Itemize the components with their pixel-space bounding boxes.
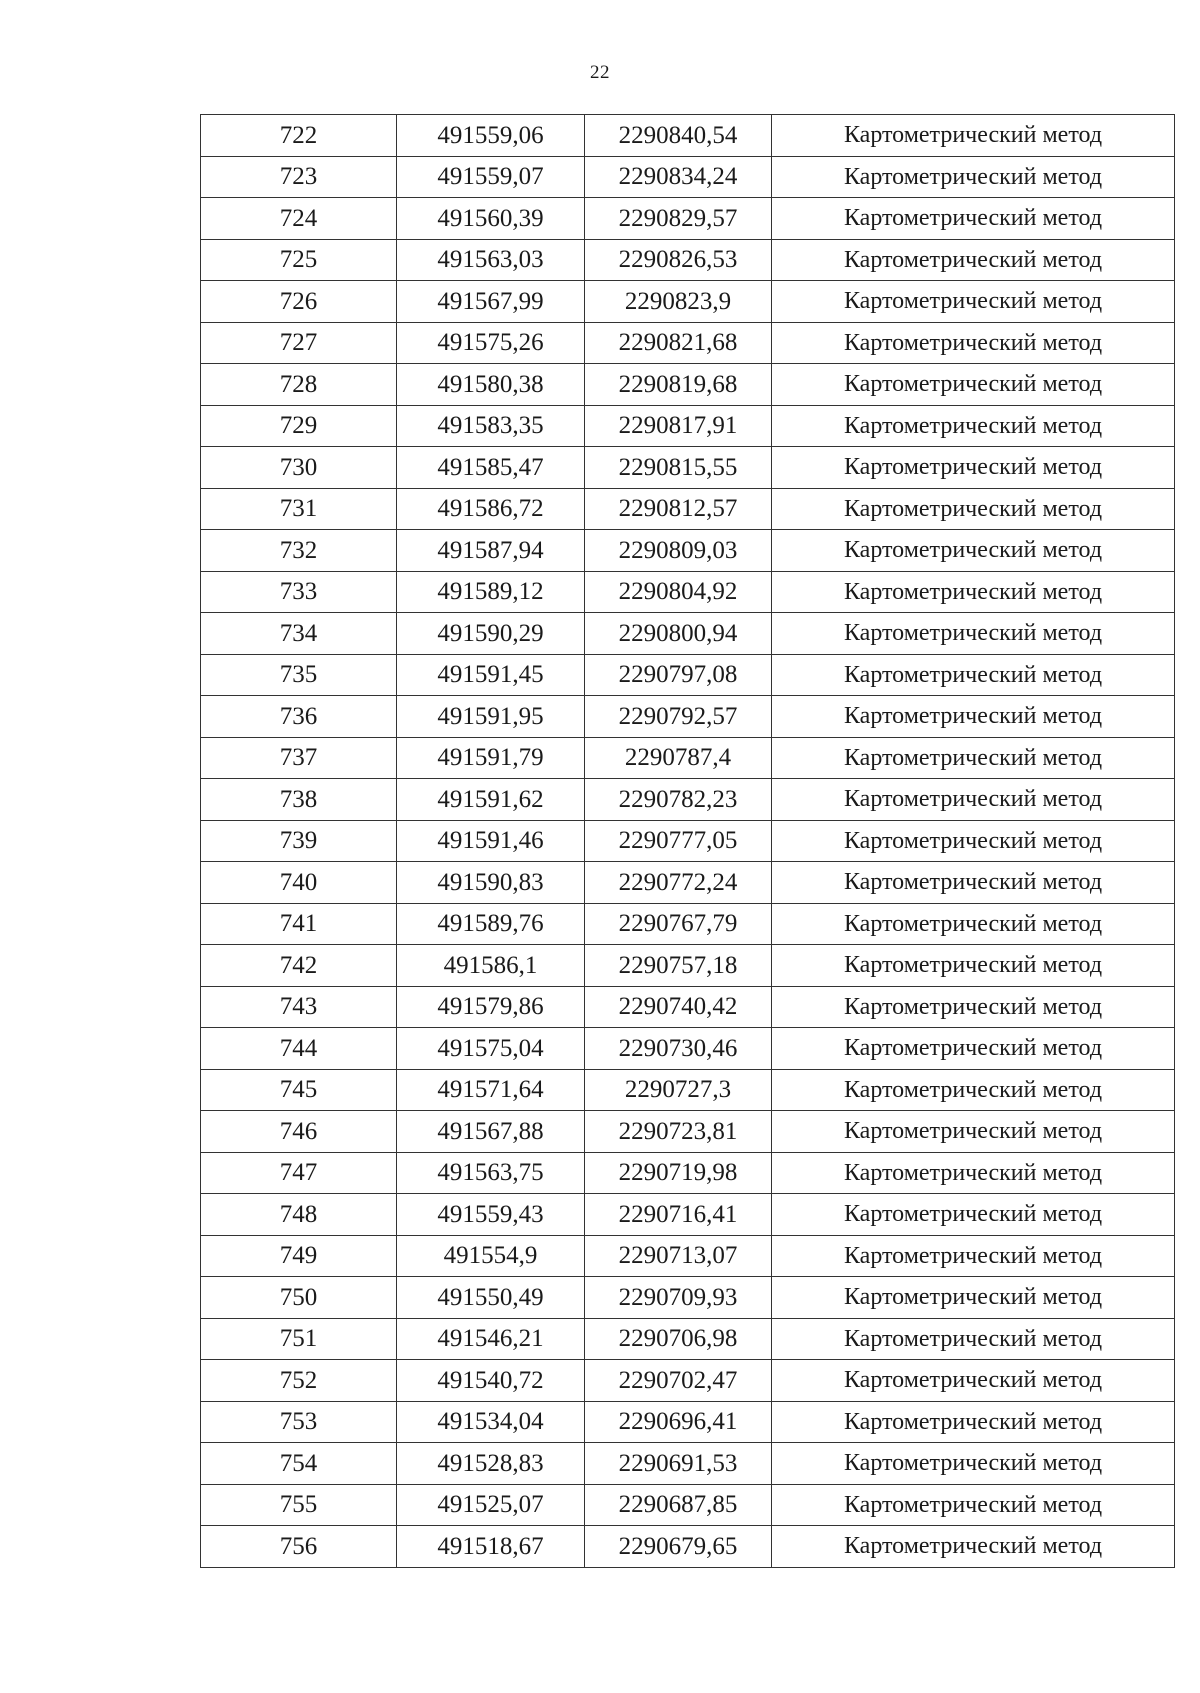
point-number-cell: 746 xyxy=(201,1111,397,1153)
x-coordinate-cell: 491591,62 xyxy=(397,779,585,821)
x-coordinate-cell: 491534,04 xyxy=(397,1401,585,1443)
x-coordinate-cell: 491589,76 xyxy=(397,903,585,945)
x-coordinate-cell: 491587,94 xyxy=(397,530,585,572)
table-row xyxy=(201,364,1175,406)
point-number-cell: 726 xyxy=(201,281,397,323)
point-number-cell: 743 xyxy=(201,986,397,1028)
point-number-cell: 742 xyxy=(201,945,397,987)
table-row xyxy=(201,1194,1175,1236)
y-coordinate-cell: 2290691,53 xyxy=(585,1443,772,1485)
point-number-cell: 723 xyxy=(201,156,397,198)
point-number-cell: 724 xyxy=(201,198,397,240)
x-coordinate-cell: 491590,83 xyxy=(397,862,585,904)
point-number-cell: 736 xyxy=(201,696,397,738)
point-number-cell: 749 xyxy=(201,1235,397,1277)
method-cell: Картометрический метод xyxy=(772,820,1175,862)
page-number: 22 xyxy=(590,62,610,83)
y-coordinate-cell: 2290777,05 xyxy=(585,820,772,862)
point-number-cell: 754 xyxy=(201,1443,397,1485)
y-coordinate-cell: 2290696,41 xyxy=(585,1401,772,1443)
x-coordinate-cell: 491563,03 xyxy=(397,239,585,281)
table-row xyxy=(201,281,1175,323)
x-coordinate-cell: 491559,07 xyxy=(397,156,585,198)
table-row xyxy=(201,405,1175,447)
point-number-cell: 744 xyxy=(201,1028,397,1070)
y-coordinate-cell: 2290679,65 xyxy=(585,1526,772,1568)
x-coordinate-cell: 491580,38 xyxy=(397,364,585,406)
table-row xyxy=(201,1443,1175,1485)
table-row xyxy=(201,239,1175,281)
y-coordinate-cell: 2290713,07 xyxy=(585,1235,772,1277)
coordinates-table xyxy=(200,114,1175,1568)
table-row xyxy=(201,613,1175,655)
x-coordinate-cell: 491525,07 xyxy=(397,1484,585,1526)
point-number-cell: 750 xyxy=(201,1277,397,1319)
y-coordinate-cell: 2290727,3 xyxy=(585,1069,772,1111)
x-coordinate-cell: 491583,35 xyxy=(397,405,585,447)
x-coordinate-cell: 491563,75 xyxy=(397,1152,585,1194)
x-coordinate-cell: 491550,49 xyxy=(397,1277,585,1319)
method-cell: Картометрический метод xyxy=(772,903,1175,945)
x-coordinate-cell: 491591,45 xyxy=(397,654,585,696)
y-coordinate-cell: 2290702,47 xyxy=(585,1360,772,1402)
table-row xyxy=(201,571,1175,613)
point-number-cell: 732 xyxy=(201,530,397,572)
method-cell: Картометрический метод xyxy=(772,613,1175,655)
method-cell: Картометрический метод xyxy=(772,1069,1175,1111)
point-number-cell: 728 xyxy=(201,364,397,406)
x-coordinate-cell: 491586,1 xyxy=(397,945,585,987)
method-cell: Картометрический метод xyxy=(772,1277,1175,1319)
x-coordinate-cell: 491585,47 xyxy=(397,447,585,489)
method-cell: Картометрический метод xyxy=(772,281,1175,323)
y-coordinate-cell: 2290815,55 xyxy=(585,447,772,489)
y-coordinate-cell: 2290800,94 xyxy=(585,613,772,655)
table-row xyxy=(201,696,1175,738)
method-cell: Картометрический метод xyxy=(772,198,1175,240)
table-row xyxy=(201,1484,1175,1526)
method-cell: Картометрический метод xyxy=(772,239,1175,281)
y-coordinate-cell: 2290826,53 xyxy=(585,239,772,281)
table-row xyxy=(201,862,1175,904)
method-cell: Картометрический метод xyxy=(772,737,1175,779)
table-row xyxy=(201,488,1175,530)
method-cell: Картометрический метод xyxy=(772,1443,1175,1485)
point-number-cell: 752 xyxy=(201,1360,397,1402)
method-cell: Картометрический метод xyxy=(772,1526,1175,1568)
table-row xyxy=(201,1235,1175,1277)
x-coordinate-cell: 491571,64 xyxy=(397,1069,585,1111)
table-row xyxy=(201,1360,1175,1402)
point-number-cell: 737 xyxy=(201,737,397,779)
y-coordinate-cell: 2290767,79 xyxy=(585,903,772,945)
x-coordinate-cell: 491591,46 xyxy=(397,820,585,862)
point-number-cell: 738 xyxy=(201,779,397,821)
y-coordinate-cell: 2290834,24 xyxy=(585,156,772,198)
y-coordinate-cell: 2290817,91 xyxy=(585,405,772,447)
point-number-cell: 741 xyxy=(201,903,397,945)
x-coordinate-cell: 491579,86 xyxy=(397,986,585,1028)
point-number-cell: 731 xyxy=(201,488,397,530)
method-cell: Картометрический метод xyxy=(772,364,1175,406)
y-coordinate-cell: 2290723,81 xyxy=(585,1111,772,1153)
x-coordinate-cell: 491575,26 xyxy=(397,322,585,364)
method-cell: Картометрический метод xyxy=(772,156,1175,198)
table-row xyxy=(201,156,1175,198)
x-coordinate-cell: 491586,72 xyxy=(397,488,585,530)
method-cell: Картометрический метод xyxy=(772,571,1175,613)
table-row xyxy=(201,654,1175,696)
point-number-cell: 725 xyxy=(201,239,397,281)
table-row xyxy=(201,737,1175,779)
y-coordinate-cell: 2290792,57 xyxy=(585,696,772,738)
y-coordinate-cell: 2290709,93 xyxy=(585,1277,772,1319)
y-coordinate-cell: 2290740,42 xyxy=(585,986,772,1028)
table-row xyxy=(201,198,1175,240)
x-coordinate-cell: 491554,9 xyxy=(397,1235,585,1277)
point-number-cell: 753 xyxy=(201,1401,397,1443)
x-coordinate-cell: 491559,06 xyxy=(397,115,585,157)
point-number-cell: 730 xyxy=(201,447,397,489)
x-coordinate-cell: 491528,83 xyxy=(397,1443,585,1485)
method-cell: Картометрический метод xyxy=(772,322,1175,364)
y-coordinate-cell: 2290782,23 xyxy=(585,779,772,821)
method-cell: Картометрический метод xyxy=(772,1360,1175,1402)
method-cell: Картометрический метод xyxy=(772,405,1175,447)
method-cell: Картометрический метод xyxy=(772,654,1175,696)
table-row xyxy=(201,1028,1175,1070)
y-coordinate-cell: 2290804,92 xyxy=(585,571,772,613)
y-coordinate-cell: 2290757,18 xyxy=(585,945,772,987)
method-cell: Картометрический метод xyxy=(772,1484,1175,1526)
method-cell: Картометрический метод xyxy=(772,115,1175,157)
point-number-cell: 740 xyxy=(201,862,397,904)
x-coordinate-cell: 491540,72 xyxy=(397,1360,585,1402)
table-row xyxy=(201,530,1175,572)
method-cell: Картометрический метод xyxy=(772,986,1175,1028)
y-coordinate-cell: 2290821,68 xyxy=(585,322,772,364)
method-cell: Картометрический метод xyxy=(772,1401,1175,1443)
point-number-cell: 756 xyxy=(201,1526,397,1568)
x-coordinate-cell: 491560,39 xyxy=(397,198,585,240)
y-coordinate-cell: 2290706,98 xyxy=(585,1318,772,1360)
table-row xyxy=(201,115,1175,157)
table-row xyxy=(201,1401,1175,1443)
y-coordinate-cell: 2290809,03 xyxy=(585,530,772,572)
point-number-cell: 755 xyxy=(201,1484,397,1526)
x-coordinate-cell: 491546,21 xyxy=(397,1318,585,1360)
x-coordinate-cell: 491591,79 xyxy=(397,737,585,779)
y-coordinate-cell: 2290823,9 xyxy=(585,281,772,323)
y-coordinate-cell: 2290819,68 xyxy=(585,364,772,406)
y-coordinate-cell: 2290730,46 xyxy=(585,1028,772,1070)
method-cell: Картометрический метод xyxy=(772,1111,1175,1153)
x-coordinate-cell: 491567,88 xyxy=(397,1111,585,1153)
y-coordinate-cell: 2290772,24 xyxy=(585,862,772,904)
y-coordinate-cell: 2290797,08 xyxy=(585,654,772,696)
method-cell: Картометрический метод xyxy=(772,945,1175,987)
y-coordinate-cell: 2290716,41 xyxy=(585,1194,772,1236)
point-number-cell: 727 xyxy=(201,322,397,364)
table-row xyxy=(201,1526,1175,1568)
table-row xyxy=(201,820,1175,862)
table-row xyxy=(201,1152,1175,1194)
method-cell: Картометрический метод xyxy=(772,862,1175,904)
method-cell: Картометрический метод xyxy=(772,447,1175,489)
point-number-cell: 722 xyxy=(201,115,397,157)
table-row xyxy=(201,903,1175,945)
x-coordinate-cell: 491591,95 xyxy=(397,696,585,738)
table-row xyxy=(201,1111,1175,1153)
method-cell: Картометрический метод xyxy=(772,488,1175,530)
point-number-cell: 748 xyxy=(201,1194,397,1236)
y-coordinate-cell: 2290812,57 xyxy=(585,488,772,530)
x-coordinate-cell: 491559,43 xyxy=(397,1194,585,1236)
method-cell: Картометрический метод xyxy=(772,1152,1175,1194)
table-row xyxy=(201,322,1175,364)
x-coordinate-cell: 491518,67 xyxy=(397,1526,585,1568)
point-number-cell: 747 xyxy=(201,1152,397,1194)
coordinates-table-body xyxy=(201,115,1175,1568)
point-number-cell: 745 xyxy=(201,1069,397,1111)
method-cell: Картометрический метод xyxy=(772,779,1175,821)
x-coordinate-cell: 491575,04 xyxy=(397,1028,585,1070)
x-coordinate-cell: 491589,12 xyxy=(397,571,585,613)
point-number-cell: 739 xyxy=(201,820,397,862)
method-cell: Картометрический метод xyxy=(772,1318,1175,1360)
point-number-cell: 733 xyxy=(201,571,397,613)
point-number-cell: 751 xyxy=(201,1318,397,1360)
y-coordinate-cell: 2290787,4 xyxy=(585,737,772,779)
point-number-cell: 734 xyxy=(201,613,397,655)
method-cell: Картометрический метод xyxy=(772,1194,1175,1236)
method-cell: Картометрический метод xyxy=(772,1028,1175,1070)
y-coordinate-cell: 2290829,57 xyxy=(585,198,772,240)
x-coordinate-cell: 491567,99 xyxy=(397,281,585,323)
table-row xyxy=(201,1277,1175,1319)
y-coordinate-cell: 2290840,54 xyxy=(585,115,772,157)
method-cell: Картометрический метод xyxy=(772,1235,1175,1277)
x-coordinate-cell: 491590,29 xyxy=(397,613,585,655)
y-coordinate-cell: 2290719,98 xyxy=(585,1152,772,1194)
y-coordinate-cell: 2290687,85 xyxy=(585,1484,772,1526)
table-row xyxy=(201,945,1175,987)
point-number-cell: 735 xyxy=(201,654,397,696)
table-row xyxy=(201,779,1175,821)
table-row xyxy=(201,447,1175,489)
method-cell: Картометрический метод xyxy=(772,696,1175,738)
point-number-cell: 729 xyxy=(201,405,397,447)
table-row xyxy=(201,986,1175,1028)
table-row xyxy=(201,1318,1175,1360)
method-cell: Картометрический метод xyxy=(772,530,1175,572)
table-row xyxy=(201,1069,1175,1111)
